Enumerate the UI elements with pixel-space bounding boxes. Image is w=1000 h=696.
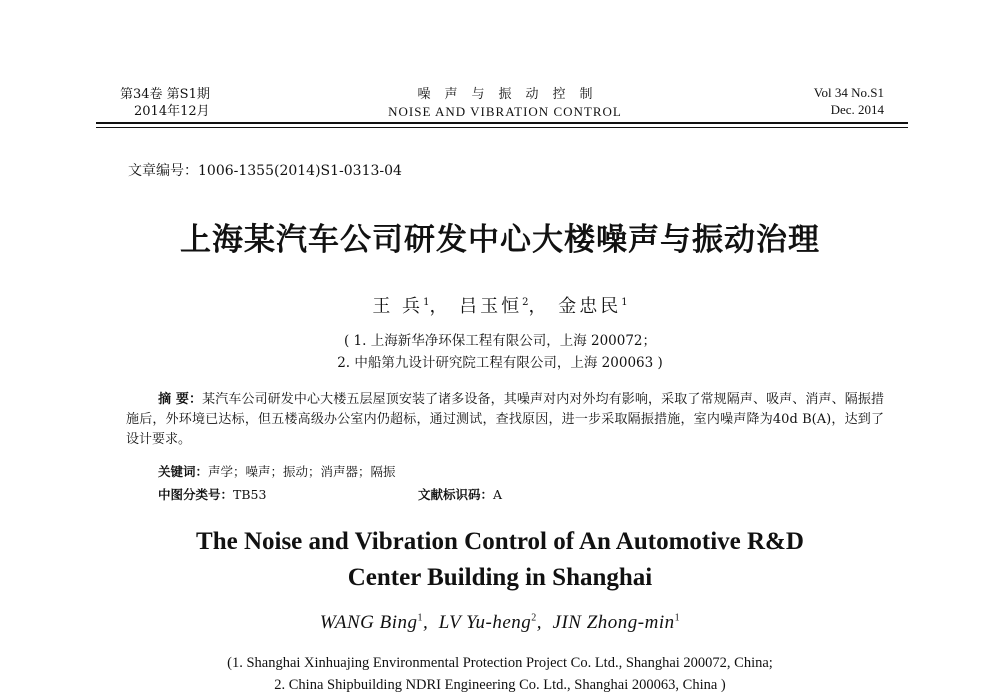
author-cn: 金忠民 [558,296,622,317]
title-cn: 上海某汽车公司研发中心大楼噪声与振动治理 [180,222,820,258]
document-code [418,485,502,503]
author-en: LV Yu-heng [438,612,532,633]
journal-name-en: NOISE AND VIBRATION CONTROL [388,104,622,119]
date-en: Dec. 2014 [830,102,884,117]
title-en [0,524,1000,596]
affiliation-cn-2: 2. 中船第九设计研究院工程有限公司，上海 200063 ) [337,355,663,371]
clc-label: 中图分类号： [158,487,234,502]
affiliation-cn-1: ( 1. 上海新华净环保工程有限公司，上海 200072； [343,333,657,349]
author-en: JIN Zhong-min [552,612,675,633]
abstract-label: 摘 要： [158,392,203,407]
keywords [158,462,396,480]
doc-code-value: A [493,487,503,502]
volume-issue-cn: 第34卷 第S1期 [120,87,210,102]
keywords-label: 关键词： [158,464,209,479]
author-affil-mark: 1 [674,612,681,624]
date-cn: 2014年12月 [134,104,210,119]
header-right [814,84,884,118]
author-affil-mark: 1 [417,612,424,624]
authors-en: WANG Bing$^1$, LV Yu-heng$^2$, JIN Zhong-$\min^1$ [319,612,681,633]
volume-issue-en: Vol 34 No.S1 [813,85,884,100]
author-en: WANG Bing [319,612,418,633]
header-rule-thick [96,122,908,124]
journal-name-cn: 噪声与振动控制 [417,87,607,102]
abstract-cn [126,390,884,450]
header-center [340,86,670,120]
author-cn: 吕玉恒 [459,296,523,317]
author-cn: 王 兵 [372,296,424,317]
affiliation-en-2: 2. China Shipbuilding NDRI Engineering Co. Ltd., Shanghai 200063, China ) [274,677,726,693]
author-affil-mark: 1 [423,297,430,308]
author-affil-mark: 2 [522,297,529,308]
title-en-line-2: Center Building in Shanghai [347,564,653,591]
authors-cn: 王 兵$^1$， 吕玉恒$^2$， 金忠民$^1$ [372,296,628,317]
author-affil-mark: 1 [621,297,628,308]
abstract-text: 某汽车公司研发中心大楼五层屋顶安装了诸多设备，其噪声对内对外均有影响，采取了常规隔声、吸声、消声、隔振措施后，外环境已达标，但五楼高级办公室内仍超标，通过测试，查找原因，进一步采取隔振措施，室内噪声降为40d B(A)，达到了设计要求。 [126,392,884,447]
keywords-text: 声学；噪声；振动；消声器；隔振 [208,464,396,479]
clc-number [158,485,266,503]
affiliation-en-1: (1. Shanghai Xinhuajing Environmental Protection Project Co. Ltd., Shanghai 200072, China; [227,655,773,671]
author-affil-mark: 2 [531,612,537,624]
title-en-line-1: The Noise and Vibration Control of An Automotive R&D [196,528,804,555]
affiliations-en [0,652,1000,696]
doc-code-label: 文献标识码： [418,487,494,502]
clc-value: TB53 [233,487,267,502]
header-rule-thin [96,127,908,128]
header-left [120,86,210,120]
article-number: 文章编号：1006-1355(2014)S1-0313-04 [128,163,402,179]
affiliations-cn [0,330,1000,374]
